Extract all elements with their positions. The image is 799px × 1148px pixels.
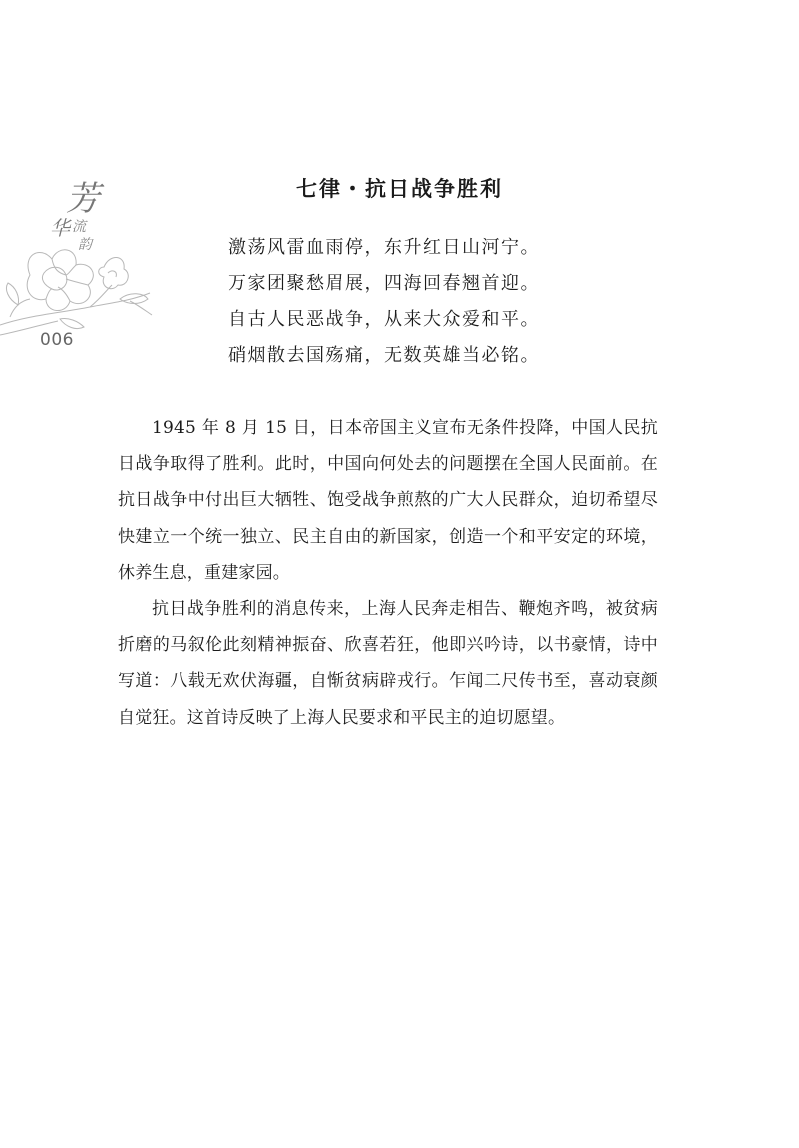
page-number: 006 (40, 330, 74, 350)
body-text (118, 410, 658, 736)
poem-line: 万家团聚愁眉展，四海回春翘首迎。 (228, 273, 540, 294)
poem-line: 硝烟散去国殇痛，无数英雄当必铭。 (228, 345, 540, 366)
poem-title: 七律・抗日战争胜利 (296, 177, 503, 201)
brand-character-fang: 芳 (66, 179, 100, 219)
brand-character-hua: 华 (50, 216, 70, 240)
paragraph: 抗日战争胜利的消息传来，上海人民奔走相告、鞭炮齐鸣，被贫病折磨的马叙伦此刻精神振奋、欣喜若狂，他即兴吟诗，以书豪情，诗中写道：八载无欢伏海疆，自惭贫病辟戎行。乍闻二尺传书至，喜动衰颜自觉狂。这首诗反映了上海人民要求和平民主的迫切愿望。 (118, 599, 658, 728)
poem-block (228, 230, 628, 374)
paragraph: 1945 年 8 月 15 日，日本帝国主义宣布无条件投降，中国人民抗日战争取得了胜利。此时，中国向何处去的问题摆在全国人民面前。在抗日战争中付出巨大牺牲、饱受战争煎熬的广大人民群众，迫切希望尽快建立一个统一独立、民主自由的新国家，创造一个和平安定的环境，休养生息，重建家园。 (118, 418, 658, 583)
brand-character-yun: 韵 (78, 237, 92, 253)
poem-line: 激荡风雷血雨停，东升红日山河宁。 (228, 237, 540, 258)
poem-line: 自古人民恶战争，从来大众爱和平。 (228, 309, 540, 330)
brand-character-liu: 流 (72, 219, 86, 235)
